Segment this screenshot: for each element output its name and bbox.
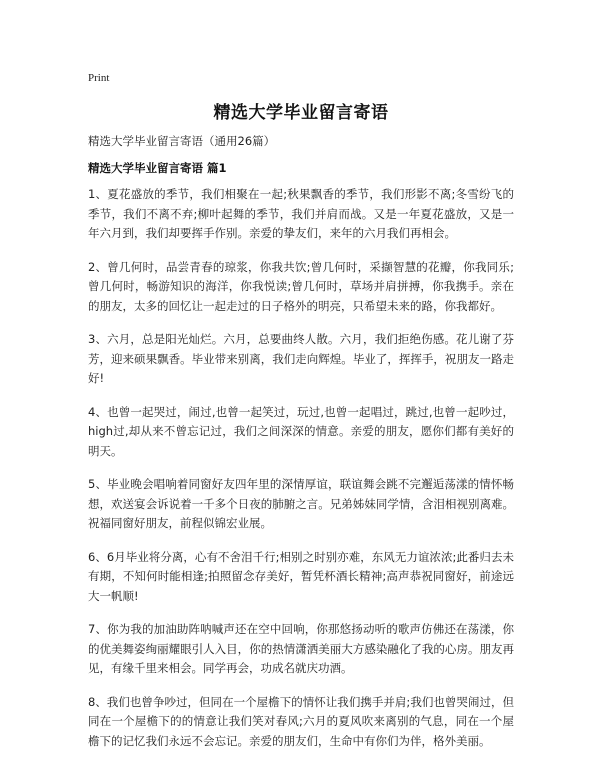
paragraph: 6、6月毕业将分离，心有不舍泪千行;相别之时别亦难，东风无力谊浓浓;此番归去未有期，不知何时能相逢;拍照留念存美好，暂凭杯酒长精神;高声恭祝同窗好，前途远大一帆顺! — [88, 549, 514, 603]
paragraph-list — [88, 185, 514, 765]
print-label[interactable]: Print — [88, 72, 110, 84]
paragraph: 2、曾几何时，品尝青春的琼浆，你我共饮;曾几何时，采撷智慧的花瓣，你我同乐;曾几何时，畅游知识的海洋，你我悦读;曾几何时，草场并肩拼搏，你我携手。亲在的朋友，太多的回忆让一起走过的日子格外的明亮，只希望未来的路，你我都好。 — [88, 259, 514, 313]
paragraph: 8、我们也曾争吵过，但同在一个屋檐下的情怀让我们携手并肩;我们也曾哭闹过，但同在一个屋檐下的的情意让我们笑对春风;六月的夏风吹来离别的气息，同在一个屋檐下的记忆我们永远不会忘记。亲爱的朋友们，生命中有你们为伴，格外美丽。 — [88, 694, 514, 748]
paragraph: 5、毕业晚会唱响着同窗好友四年里的深情厚谊，联谊舞会跳不完邂逅荡漾的情怀畅想，欢送宴会诉说着一千多个日夜的肺腑之言。兄弟姊妹同学情，含泪相视别离难。祝福同窗好朋友，前程似锦宏业展。 — [88, 477, 514, 530]
paragraph: 4、也曾一起哭过，闹过,也曾一起笑过，玩过,也曾一起唱过，跳过,也曾一起吵过，high过,却从来不曾忘记过，我们之间深深的情意。亲爱的朋友，愿你们都有美好的明天。 — [88, 404, 514, 458]
paragraph: 1、夏花盛放的季节，我们相聚在一起;秋果飘香的季节，我们形影不离;冬雪纷飞的季节，我们不离不弃;柳叶起舞的季节，我们并肩而战。又是一年夏花盛放，又是一年六月到，我们却要挥手作别。亲爱的挚友们，来年的六月我们再相会。 — [88, 187, 514, 240]
section-heading: 精选大学毕业留言寄语 篇1 — [88, 161, 227, 175]
paragraph: 3、六月，总是阳光灿烂。六月，总要曲终人散。六月，我们拒绝伤感。花儿谢了芬芳，迎来硕果飘香。毕业带来别离，我们走向辉煌。毕业了，挥挥手，祝朋友一路走好! — [88, 332, 514, 385]
document-subtitle: 精选大学毕业留言寄语（通用26篇） — [88, 134, 276, 148]
page-title: 精选大学毕业留言寄语 — [213, 103, 389, 123]
paragraph: 7、你为我的加油助阵呐喊声还在空中回响，你那悠扬动听的歌声仿佛还在荡漾，你的优美舞姿绚丽耀眼引人入目，你的热情潇洒美丽大方感染融化了我的心房。朋友再见，有缘千里来相会。同学再会，功成名就庆功酒。 — [88, 622, 514, 675]
